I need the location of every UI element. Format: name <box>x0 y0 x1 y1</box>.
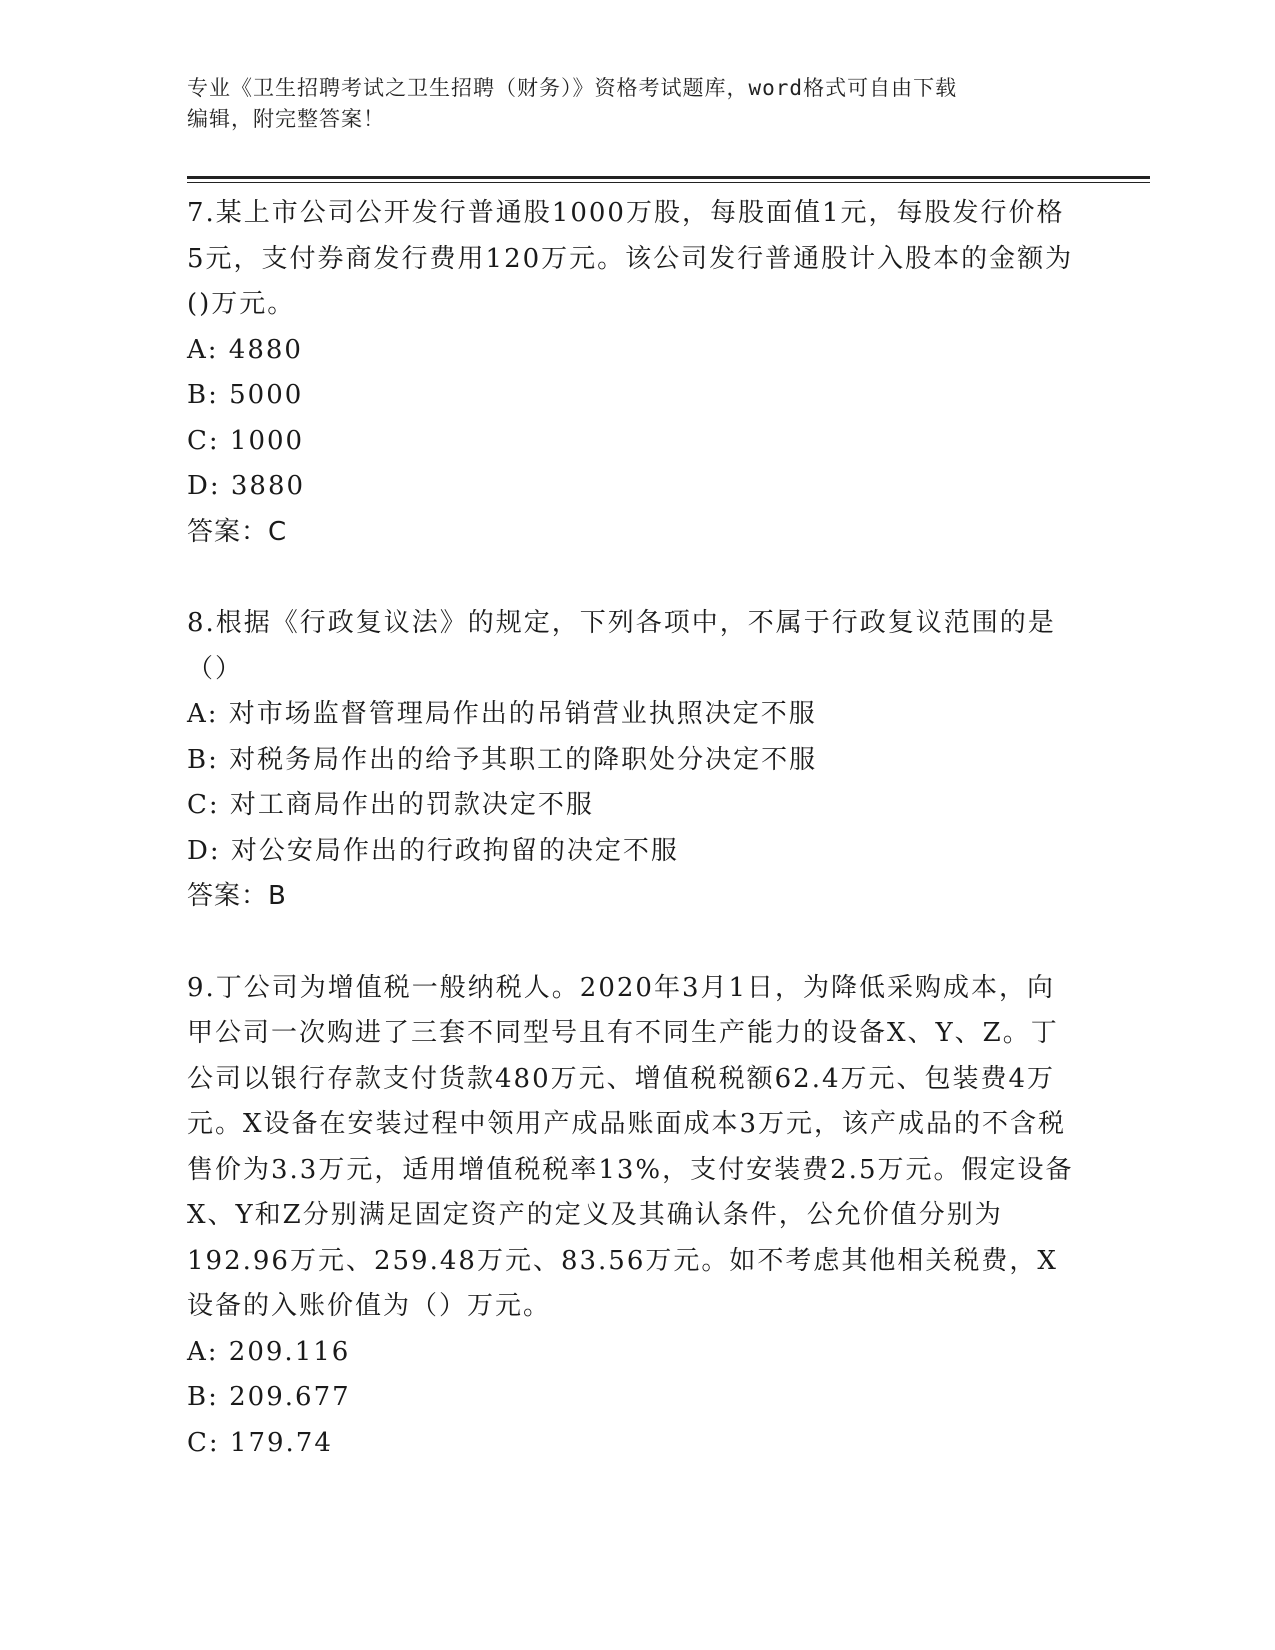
answer-line: 答案：B <box>187 881 287 911</box>
question-8 <box>187 601 1077 920</box>
page-header <box>187 73 1087 135</box>
option-d: D: 3880 <box>187 471 306 501</box>
option-c: C: 1000 <box>187 425 305 456</box>
question-stem: 8.根据《行政复议法》的规定，下列各项中，不属于行政复议范围的是（） <box>187 608 1056 684</box>
header-line-1: 专业《卫生招聘考试之卫生招聘（财务）》资格考试题库，word格式可自由下载 <box>187 76 958 100</box>
answer-line: 答案：C <box>187 516 288 547</box>
option-a: A: 4880 <box>187 334 303 365</box>
header-rule-thin <box>187 182 1150 183</box>
question-spacer <box>187 920 1077 966</box>
option-b: B: 对税务局作出的给予其职工的降职处分决定不服 <box>187 744 818 775</box>
option-c: C: 对工商局作出的罚款决定不服 <box>187 790 594 820</box>
option-b: B: 209.677 <box>187 1382 351 1412</box>
option-a: A: 对市场监督管理局作出的吊销营业执照决定不服 <box>187 699 817 729</box>
question-9 <box>187 966 1077 1467</box>
header-line-2: 编辑，附完整答案！ <box>187 107 385 131</box>
option-b: B: 5000 <box>187 380 304 410</box>
option-d: D: 对公安局作出的行政拘留的决定不服 <box>187 835 679 866</box>
question-stem: 7.某上市公司公开发行普通股1000万股，每股面值1元，每股发行价格5元，支付券商发行费用120万元。该公司发行普通股计入股本的金额为()万元。 <box>187 198 1074 319</box>
question-7 <box>187 191 1077 555</box>
question-spacer <box>187 555 1077 601</box>
question-stem: 9.丁公司为增值税一般纳税人。2020年3月1日，为降低采购成本，向甲公司一次购进了三套不同型号且有不同生产能力的设备X、Y、Z。丁公司以银行存款支付货款480万元、增值税税额62.4万元、包装费4万元。X设备在安装过程中领用产成品账面成本3万元，该产成品的不含税售价为3.3万元，适用增值税税率13%，支付安装费2.5万元。假定设备X、Y和Z分别满足固定资产的定义及其确认条件，公允价值分别为192.96万元、259.48万元、83.56万元。如不考虑其他相关税费，X设备的入账价值为（）万元。 <box>187 972 1074 1321</box>
option-c: C: 179.74 <box>187 1427 333 1458</box>
option-a: A: 209.116 <box>187 1336 351 1367</box>
header-rule-thick <box>187 176 1150 179</box>
question-list <box>187 191 1077 1466</box>
